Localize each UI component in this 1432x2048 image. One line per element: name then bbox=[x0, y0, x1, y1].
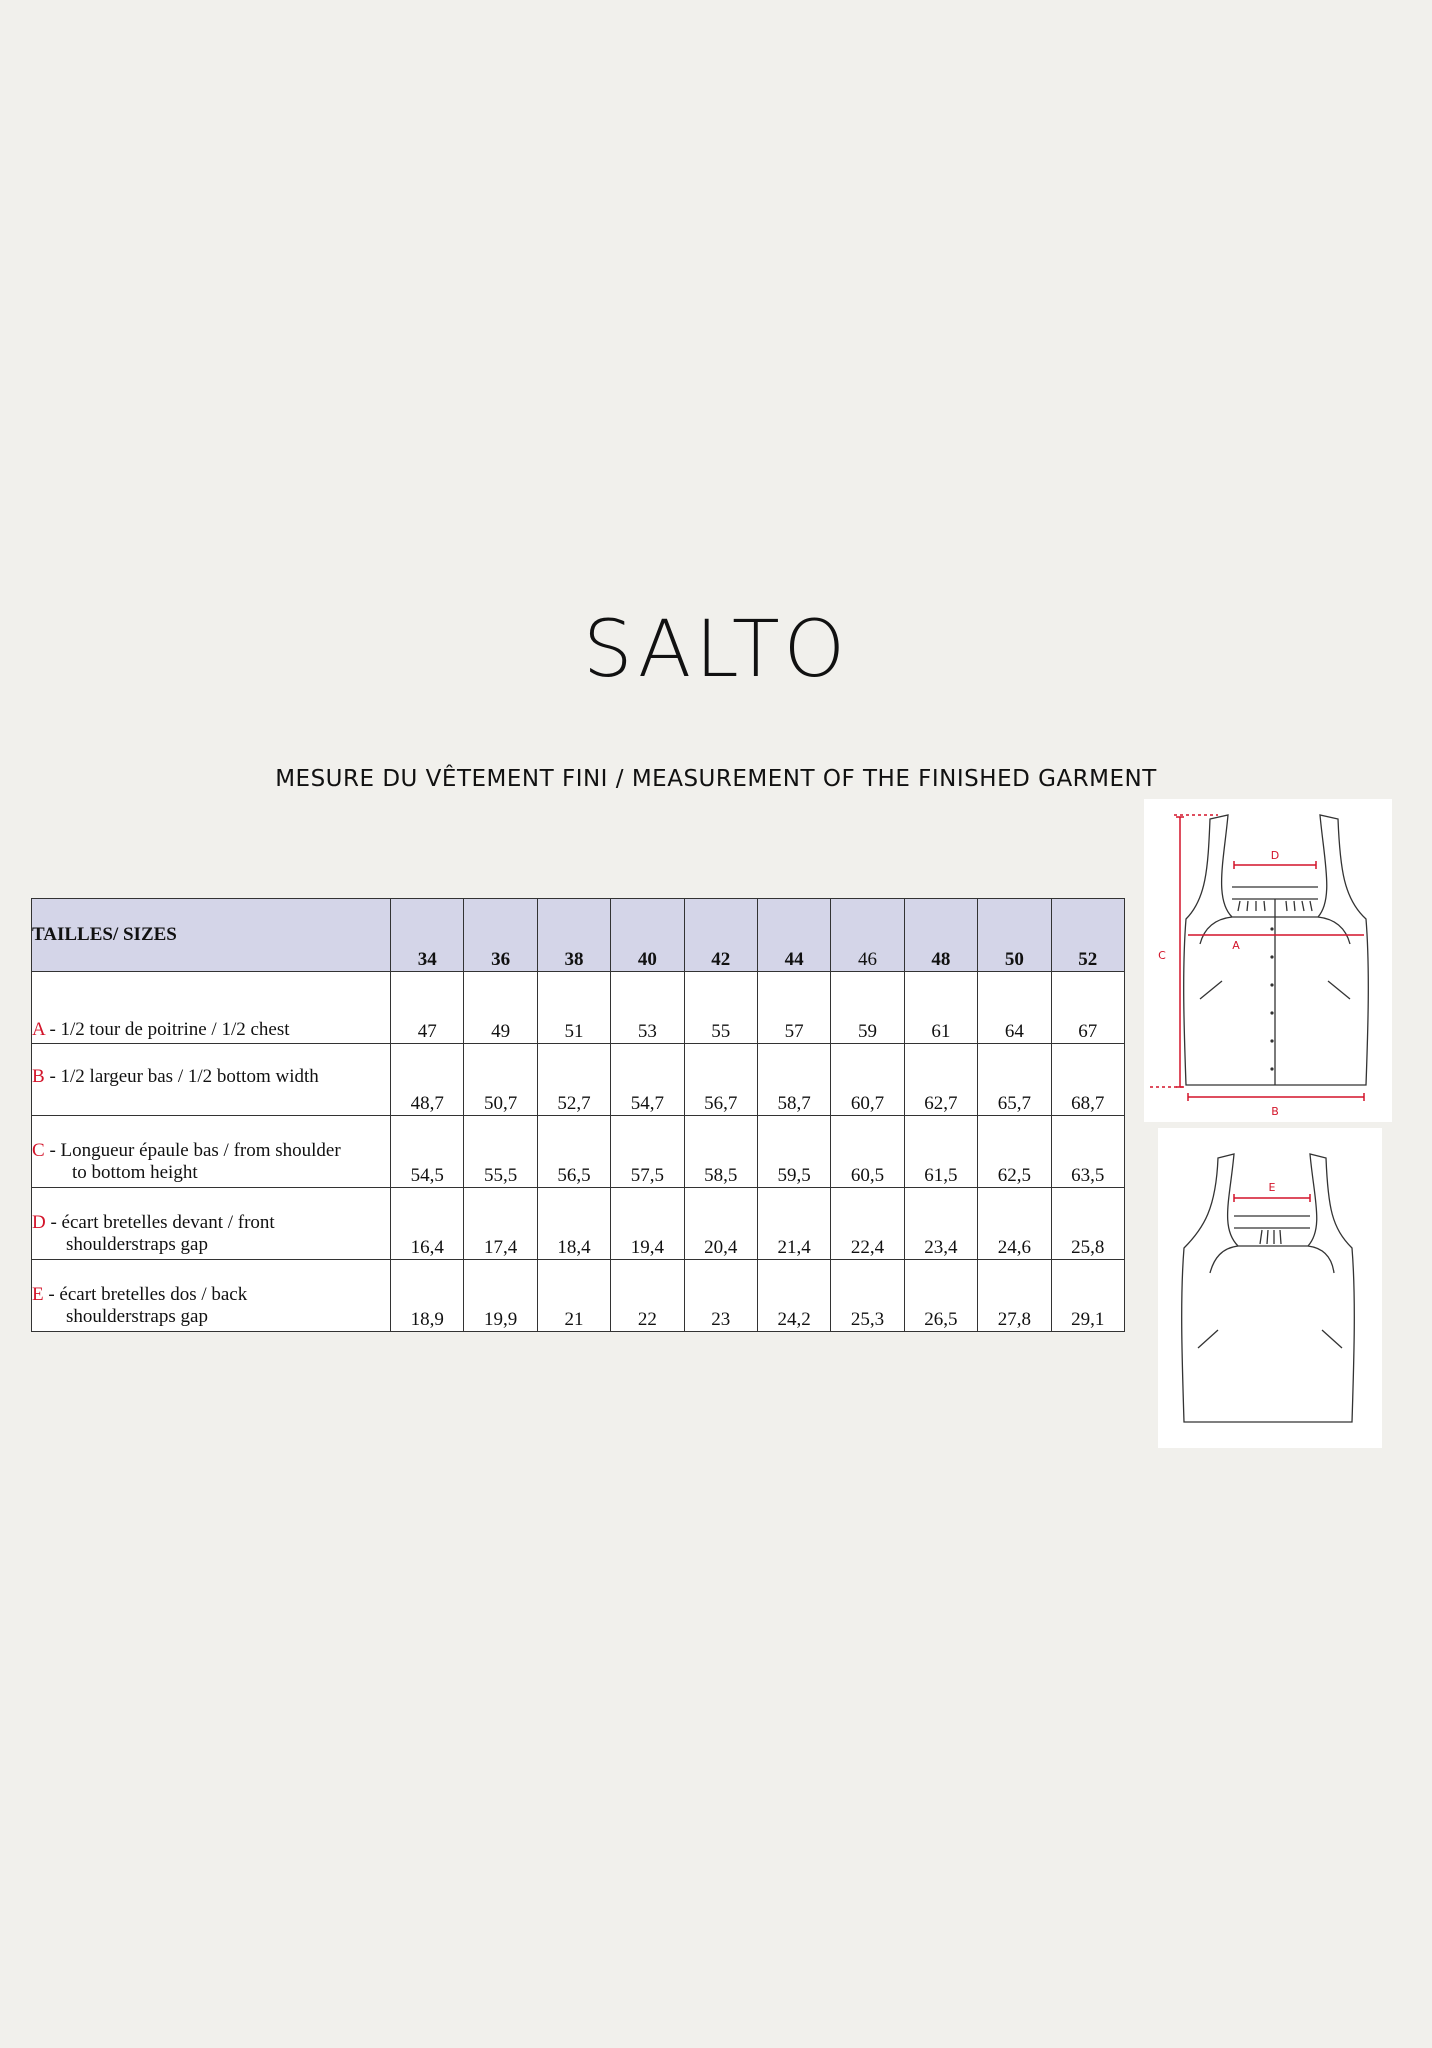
table-cell: 59,5 bbox=[757, 1116, 830, 1188]
size-header: 38 bbox=[537, 899, 610, 972]
measurement-row-e bbox=[32, 1260, 1125, 1332]
size-header: 40 bbox=[611, 899, 684, 972]
table-cell: 24,2 bbox=[757, 1260, 830, 1332]
table-cell: 61 bbox=[904, 972, 977, 1044]
measurement-row-d bbox=[32, 1188, 1125, 1260]
table-cell: 57,5 bbox=[611, 1116, 684, 1188]
front-sketch-drawing bbox=[1144, 799, 1392, 1122]
row-description-line2: shoulderstraps gap bbox=[66, 1234, 208, 1255]
measure-label-b: B bbox=[1271, 1105, 1279, 1118]
measure-label-d: D bbox=[1270, 849, 1280, 862]
row-letter: B bbox=[32, 1066, 45, 1087]
table-cell: 25,8 bbox=[1051, 1188, 1124, 1260]
row-description: - écart bretelles dos / back bbox=[43, 1284, 248, 1305]
table-cell: 54,7 bbox=[611, 1044, 684, 1116]
table-cell: 22 bbox=[611, 1260, 684, 1332]
table-cell: 55 bbox=[684, 972, 757, 1044]
table-cell: 27,8 bbox=[978, 1260, 1051, 1332]
table-cell: 24,6 bbox=[978, 1188, 1051, 1260]
table-cell: 23,4 bbox=[904, 1188, 977, 1260]
table-cell: 58,7 bbox=[757, 1044, 830, 1116]
table-cell: 51 bbox=[537, 972, 610, 1044]
row-letter: C bbox=[32, 1140, 45, 1161]
table-cell: 59 bbox=[831, 972, 904, 1044]
page-title: SALTO bbox=[582, 605, 850, 695]
table-cell: 50,7 bbox=[464, 1044, 537, 1116]
table-cell: 56,7 bbox=[684, 1044, 757, 1116]
table-cell: 61,5 bbox=[904, 1116, 977, 1188]
row-label bbox=[32, 1188, 391, 1260]
back-sketch-drawing bbox=[1158, 1128, 1382, 1448]
table-cell: 49 bbox=[464, 972, 537, 1044]
table-cell: 56,5 bbox=[537, 1116, 610, 1188]
table-cell: 47 bbox=[391, 972, 464, 1044]
row-description-line2: to bottom height bbox=[72, 1162, 198, 1183]
table-cell: 29,1 bbox=[1051, 1260, 1124, 1332]
table-cell: 67 bbox=[1051, 972, 1124, 1044]
size-header: 46 bbox=[831, 899, 904, 972]
table-cell: 64 bbox=[978, 972, 1051, 1044]
row-description-line2: shoulderstraps gap bbox=[66, 1306, 208, 1327]
row-label bbox=[32, 972, 391, 1044]
table-cell: 16,4 bbox=[391, 1188, 464, 1260]
row-letter: A bbox=[32, 1019, 45, 1040]
measurement-row-a bbox=[32, 972, 1125, 1044]
table-cell: 60,7 bbox=[831, 1044, 904, 1116]
size-header: 44 bbox=[757, 899, 830, 972]
table-cell: 52,7 bbox=[537, 1044, 610, 1116]
table-cell: 21,4 bbox=[757, 1188, 830, 1260]
table-cell: 62,7 bbox=[904, 1044, 977, 1116]
row-description: - Longueur épaule bas / from shoulder bbox=[44, 1140, 341, 1161]
table-cell: 17,4 bbox=[464, 1188, 537, 1260]
table-cell: 18,9 bbox=[391, 1260, 464, 1332]
table-cell: 23 bbox=[684, 1260, 757, 1332]
size-header: 52 bbox=[1051, 899, 1124, 972]
back-garment-sketch bbox=[1158, 1128, 1382, 1448]
table-cell: 62,5 bbox=[978, 1116, 1051, 1188]
measurement-row-b bbox=[32, 1044, 1125, 1116]
table-cell: 58,5 bbox=[684, 1116, 757, 1188]
measure-label-c: C bbox=[1158, 949, 1166, 962]
row-label bbox=[32, 1044, 391, 1116]
row-description: - 1/2 largeur bas / 1/2 bottom width bbox=[44, 1066, 319, 1087]
size-table bbox=[31, 898, 1125, 1332]
row-letter: E bbox=[32, 1284, 44, 1305]
size-header: 34 bbox=[391, 899, 464, 972]
table-cell: 20,4 bbox=[684, 1188, 757, 1260]
table-cell: 54,5 bbox=[391, 1116, 464, 1188]
size-header: 42 bbox=[684, 899, 757, 972]
table-cell: 21 bbox=[537, 1260, 610, 1332]
table-cell: 26,5 bbox=[904, 1260, 977, 1332]
row-description: - écart bretelles devant / front bbox=[45, 1212, 275, 1233]
table-cell: 60,5 bbox=[831, 1116, 904, 1188]
table-cell: 63,5 bbox=[1051, 1116, 1124, 1188]
table-cell: 65,7 bbox=[978, 1044, 1051, 1116]
front-garment-sketch bbox=[1144, 799, 1392, 1122]
size-header-row bbox=[32, 899, 1125, 972]
size-header: 36 bbox=[464, 899, 537, 972]
table-cell: 22,4 bbox=[831, 1188, 904, 1260]
size-header: 50 bbox=[978, 899, 1051, 972]
table-cell: 18,4 bbox=[537, 1188, 610, 1260]
table-cell: 55,5 bbox=[464, 1116, 537, 1188]
table-cell: 48,7 bbox=[391, 1044, 464, 1116]
page-subtitle: MESURE DU VÊTEMENT FINI / MEASUREMENT OF THE FINISHED GARMENT bbox=[275, 766, 1157, 792]
table-cell: 68,7 bbox=[1051, 1044, 1124, 1116]
table-cell: 25,3 bbox=[831, 1260, 904, 1332]
row-label bbox=[32, 1116, 391, 1188]
row-label bbox=[32, 1260, 391, 1332]
row-letter: D bbox=[32, 1212, 46, 1233]
table-cell: 19,9 bbox=[464, 1260, 537, 1332]
sizes-header-label: TAILLES/ SIZES bbox=[32, 899, 391, 972]
table-cell: 19,4 bbox=[611, 1188, 684, 1260]
size-header: 48 bbox=[904, 899, 977, 972]
table-cell: 53 bbox=[611, 972, 684, 1044]
row-description: - 1/2 tour de poitrine / 1/2 chest bbox=[44, 1019, 290, 1040]
table-cell: 57 bbox=[757, 972, 830, 1044]
measurement-row-c bbox=[32, 1116, 1125, 1188]
measure-label-a: A bbox=[1232, 939, 1240, 952]
measure-label-e: E bbox=[1268, 1181, 1276, 1194]
